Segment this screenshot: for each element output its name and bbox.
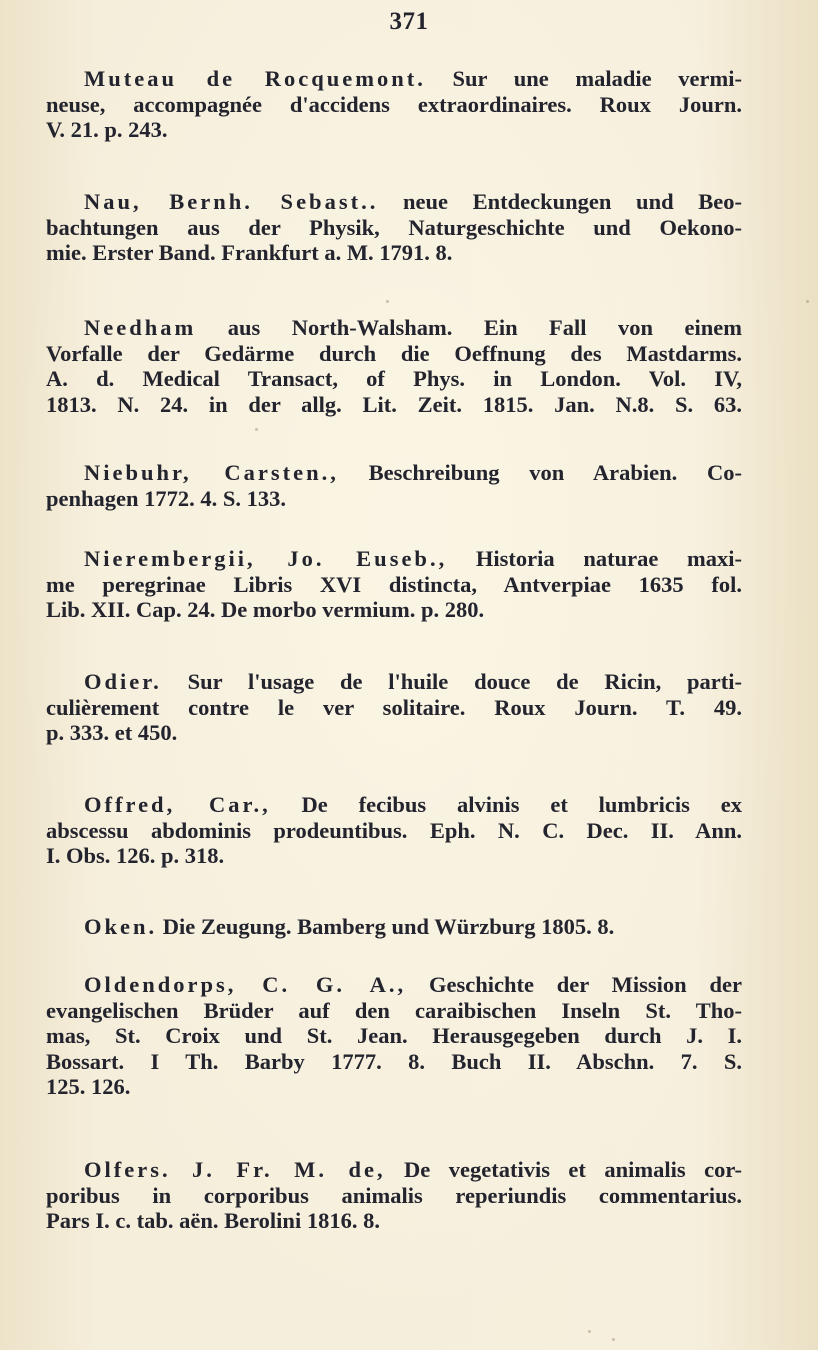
entry-line: poribus in corporibus animalis reperiundis commentarius. <box>46 1182 742 1208</box>
bibliography-entry <box>46 315 742 417</box>
entry-line: 1813. N. 24. in der allg. Lit. Zeit. 1815. Jan. N.8. S. 63. <box>46 391 742 417</box>
entry-line: Lib. XII. Cap. 24. De morbo vermium. p. 280. <box>46 597 485 622</box>
author-name: Muteau de Rocquemont. <box>84 66 426 91</box>
entry-line: p. 333. et 450. <box>46 720 178 745</box>
paper-speck <box>612 1338 615 1341</box>
entry-line: mie. Erster Band. Frankfurt a. M. 1791. 8. <box>46 240 453 265</box>
paper-speck <box>806 300 809 303</box>
entry-line: Offred, Car., De fecibus alvinis et lumbricis ex <box>84 792 742 817</box>
bibliography-entry <box>46 914 742 940</box>
entry-line: I. Obs. 126. p. 318. <box>46 843 225 868</box>
author-name: Oken. <box>84 914 158 939</box>
entry-line: culièrement contre le ver solitaire. Roux Journ. T. 49. <box>46 694 742 720</box>
entry-line: V. 21. p. 243. <box>46 117 168 142</box>
entry-line: neuse, accompagnée d'accidens extraordinaires. Roux Journ. <box>46 91 742 117</box>
bibliography-entry <box>46 546 742 623</box>
entry-line: Pars I. c. tab. aën. Berolini 1816. 8. <box>46 1208 380 1233</box>
author-name: Needham <box>84 315 197 340</box>
entry-line: evangelischen Brüder auf den caraibischen Inseln St. Tho- <box>46 997 742 1023</box>
paper-speck <box>588 1330 591 1333</box>
entry-line: Odier. Sur l'usage de l'huile douce de Ricin, parti- <box>84 669 742 694</box>
entry-line: Niebuhr, Carsten., Beschreibung von Arabien. Co- <box>84 460 742 485</box>
bibliography-entry <box>46 669 742 746</box>
author-name: Nau, Bernh. Sebast.. <box>84 189 379 214</box>
entry-line: bachtungen aus der Physik, Naturgeschichte und Oekono- <box>46 214 742 240</box>
entry-line: me peregrinae Libris XVI distincta, Antverpiae 1635 fol. <box>46 571 742 597</box>
entry-line: abscessu abdominis prodeuntibus. Eph. N. C. Dec. II. Ann. <box>46 817 742 843</box>
author-name: Niebuhr, Carsten., <box>84 460 339 485</box>
author-name: Offred, Car., <box>84 792 271 817</box>
entry-line: Muteau de Rocquemont. Sur une maladie vermi- <box>84 66 742 91</box>
entry-line: 125. 126. <box>46 1074 131 1099</box>
entry-line: Oken. Die Zeugung. Bamberg und Würzburg 1805. 8. <box>84 914 615 939</box>
entry-line: Oldendorps, C. G. A., Geschichte der Mission der <box>84 972 742 997</box>
author-name: Nierembergii, Jo. Euseb., <box>84 546 448 571</box>
author-name: Olfers. J. Fr. M. de, <box>84 1157 386 1182</box>
entry-line: Vorfalle der Gedärme durch die Oeffnung des Mastdarms. <box>46 340 742 366</box>
entry-line: mas, St. Croix und St. Jean. Herausgegeben durch J. I. <box>46 1023 742 1048</box>
bibliography-entry <box>46 66 742 143</box>
entry-line: penhagen 1772. 4. S. 133. <box>46 485 287 511</box>
bibliography-entry <box>46 460 742 511</box>
author-name: Odier. <box>84 669 162 694</box>
entry-line: Nierembergii, Jo. Euseb., Historia naturae maxi- <box>84 546 742 571</box>
entry-line: Bossart. I Th. Barby 1777. 8. Buch II. Abschn. 7. S. <box>46 1048 742 1074</box>
entry-line: A. d. Medical Transact, of Phys. in London. Vol. IV, <box>46 366 742 391</box>
entry-line: Nau, Bernh. Sebast.. neue Entdeckungen und Beo- <box>84 189 742 214</box>
bibliography-entry <box>46 1157 742 1234</box>
paper-speck <box>255 428 258 431</box>
entry-line: Olfers. J. Fr. M. de, De vegetativis et animalis cor- <box>84 1157 742 1182</box>
page-number: 371 <box>389 8 429 35</box>
bibliography-entry <box>46 189 742 266</box>
entry-line: Needham aus North-Walsham. Ein Fall von einem <box>84 315 742 340</box>
bibliography-entry <box>46 792 742 869</box>
author-name: Oldendorps, C. G. A., <box>84 972 407 997</box>
paper-speck <box>386 300 389 303</box>
bibliography-entry <box>46 972 742 1100</box>
